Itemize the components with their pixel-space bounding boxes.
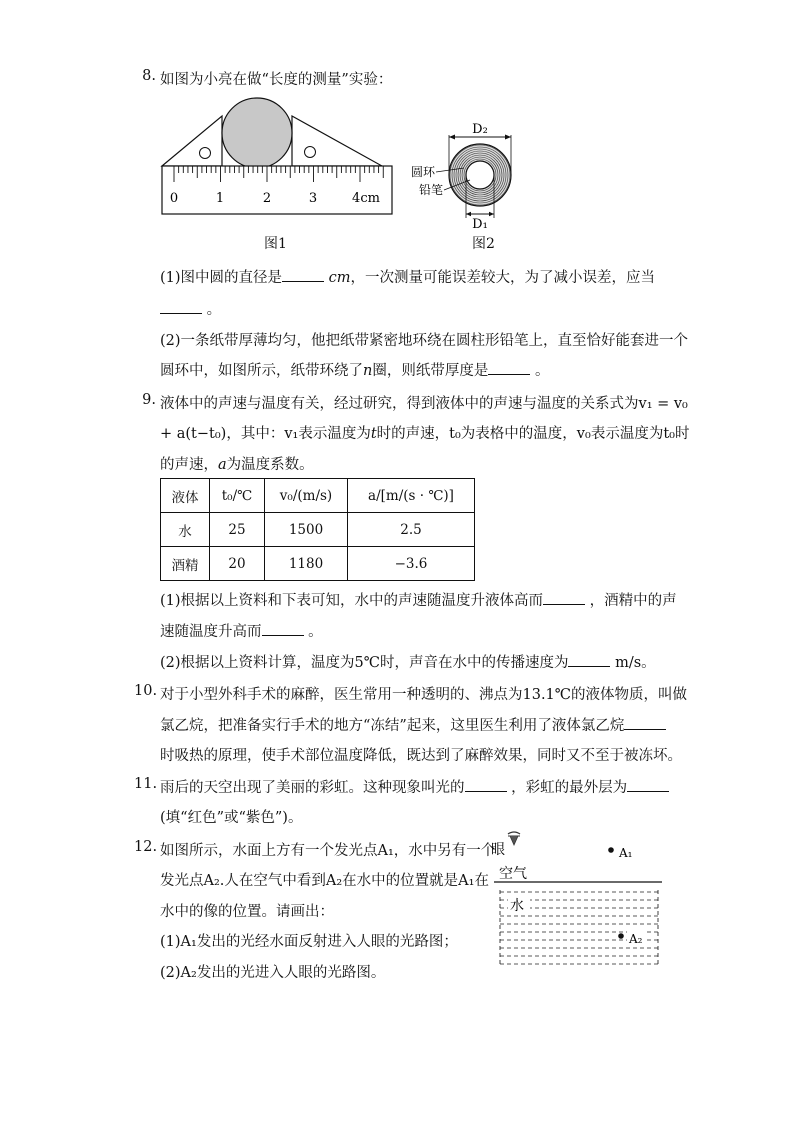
ruler-label-3: 3 bbox=[308, 191, 318, 206]
q9-part1-cont: 速随温度升高而 。 bbox=[160, 624, 323, 640]
measured-circle bbox=[222, 98, 292, 168]
q8-part1: (1)图中圆的直径是 cm，一次测量可能误差较大，为了减小误差，应当 bbox=[160, 270, 656, 286]
q9-line1: 液体中的声速与温度有关，经过研究，得到液体中的声速与温度的关系式为v₁ = v₀ bbox=[160, 396, 688, 412]
ruler-label-4cm: 4cm bbox=[352, 191, 380, 206]
table-cell: 1180 bbox=[265, 547, 348, 581]
q12-line1: 如图所示，水面上方有一个发光点A₁，水中另有一个 bbox=[160, 843, 496, 859]
q9-part2: (2)根据以上资料计算，温度为5℃时，声音在水中的传播速度为 m/s。 bbox=[160, 655, 656, 671]
pencil-circle bbox=[466, 161, 494, 189]
eye-label: 眼 bbox=[491, 842, 505, 858]
ring-label: 圆环 bbox=[411, 165, 436, 179]
ruler-label-2: 2 bbox=[262, 191, 272, 206]
table-cell: −3.6 bbox=[348, 547, 475, 581]
q11-number: 11. bbox=[134, 776, 158, 792]
q8-stem: 如图为小亮在做“长度的测量”实验： bbox=[160, 72, 393, 88]
a2-label: A₂ bbox=[629, 932, 643, 946]
q8-part2-line1: (2)一条纸带厚薄均匀，他把纸带紧密地环绕在圆柱形铅笔上，直至恰好能套进一个 bbox=[160, 333, 689, 349]
ruler-label-1: 1 bbox=[215, 191, 225, 206]
q11-line1: 雨后的天空出现了美丽的彩虹。这种现象叫光的 ，彩虹的最外层为 bbox=[160, 776, 669, 797]
q10-blank[interactable] bbox=[624, 717, 666, 730]
right-triangle-hole bbox=[305, 147, 316, 158]
air-label: 空气 bbox=[499, 866, 527, 882]
q12-line2: 发光点A₂.人在空气中看到A₂在水中的位置就是A₁在 bbox=[160, 873, 489, 889]
q9-number: 9. bbox=[142, 392, 156, 408]
q8-figure-1 bbox=[160, 96, 410, 256]
q8-blank-method[interactable] bbox=[160, 301, 202, 314]
d2-label: D₂ bbox=[472, 122, 488, 137]
eye-icon bbox=[508, 832, 520, 845]
q8-part2-line2: 圆环中，如图所示，纸带环绕了n圈，则纸带厚度是 。 bbox=[160, 363, 550, 379]
q12-number: 12. bbox=[134, 839, 158, 855]
right-set-square bbox=[292, 116, 382, 166]
table-cell: 25 bbox=[210, 513, 265, 547]
q11-blank-phenomenon[interactable] bbox=[465, 779, 507, 792]
d1-label: D₁ bbox=[472, 217, 488, 230]
q10-line2: 氯乙烷，把准备实行手术的地方“冻结”起来，这里医生利用了液体氯乙烷 bbox=[160, 714, 666, 735]
q9-line2: + a(t−t₀)，其中：v₁表示温度为t时的声速，t₀为表格中的温度，v₀表示温度为t₀时 bbox=[160, 426, 690, 442]
q8-figure-2 bbox=[410, 118, 520, 230]
ruler bbox=[162, 166, 392, 214]
sound-speed-table bbox=[160, 478, 475, 581]
q10-number: 10. bbox=[134, 683, 158, 699]
q12-figure bbox=[486, 826, 666, 972]
q8-part1-cont: 。 bbox=[160, 298, 221, 319]
q10-line1: 对于小型外科手术的麻醉，医生常用一种透明的、沸点为13.1℃的液体物质，叫做 bbox=[160, 687, 688, 703]
q9-blank-alcohol[interactable] bbox=[262, 623, 304, 636]
header-a: a/[m/(s · ℃)] bbox=[348, 479, 475, 513]
q9-part1: (1)根据以上资料和下表可知，水中的声速随温度升液体高而 ，酒精中的声 bbox=[160, 593, 677, 609]
q11-line2: (填“红色”或“紫色”)。 bbox=[160, 810, 303, 826]
table-row bbox=[161, 513, 475, 547]
table-cell: 2.5 bbox=[348, 513, 475, 547]
q11-blank-color[interactable] bbox=[627, 779, 669, 792]
pencil-label: 铅笔 bbox=[419, 183, 444, 197]
table-row bbox=[161, 547, 475, 581]
table-cell: 酒精 bbox=[161, 547, 210, 581]
header-t0: t₀/℃ bbox=[210, 479, 265, 513]
q10-line3: 时吸热的原理，使手术部位温度降低，既达到了麻醉效果，同时又不至于被冻坏。 bbox=[160, 748, 682, 764]
left-set-square bbox=[162, 116, 222, 166]
ruler-label-0: 0 bbox=[169, 191, 179, 206]
table-header-row bbox=[161, 479, 475, 513]
q9-blank-speed[interactable] bbox=[568, 654, 610, 667]
table-cell: 水 bbox=[161, 513, 210, 547]
q12-line5: (2)A₂发出的光进入人眼的光路图。 bbox=[160, 965, 386, 981]
left-triangle-hole bbox=[200, 148, 211, 159]
q8-figure-2-caption: 图2 bbox=[472, 236, 495, 252]
q9-blank-water[interactable] bbox=[543, 592, 585, 605]
point-a1 bbox=[608, 847, 614, 853]
header-liquid: 液体 bbox=[161, 479, 210, 513]
table-cell: 20 bbox=[210, 547, 265, 581]
water-label: 水 bbox=[510, 898, 524, 914]
q12-line3: 水中的像的位置。请画出： bbox=[160, 904, 334, 920]
q12-line4: (1)A₁发出的光经水面反射进入人眼的光路图； bbox=[160, 934, 458, 950]
q8-figure-1-caption: 图1 bbox=[264, 236, 287, 252]
q8-number: 8. bbox=[142, 68, 156, 84]
q9-line3: 的声速，a为温度系数。 bbox=[160, 457, 314, 473]
q8-blank-thickness[interactable] bbox=[488, 362, 530, 375]
q8-blank-diameter[interactable] bbox=[282, 269, 324, 282]
point-a2 bbox=[618, 933, 624, 939]
header-v0: v₀/(m/s) bbox=[265, 479, 348, 513]
a1-label: A₁ bbox=[619, 846, 633, 860]
table-cell: 1500 bbox=[265, 513, 348, 547]
